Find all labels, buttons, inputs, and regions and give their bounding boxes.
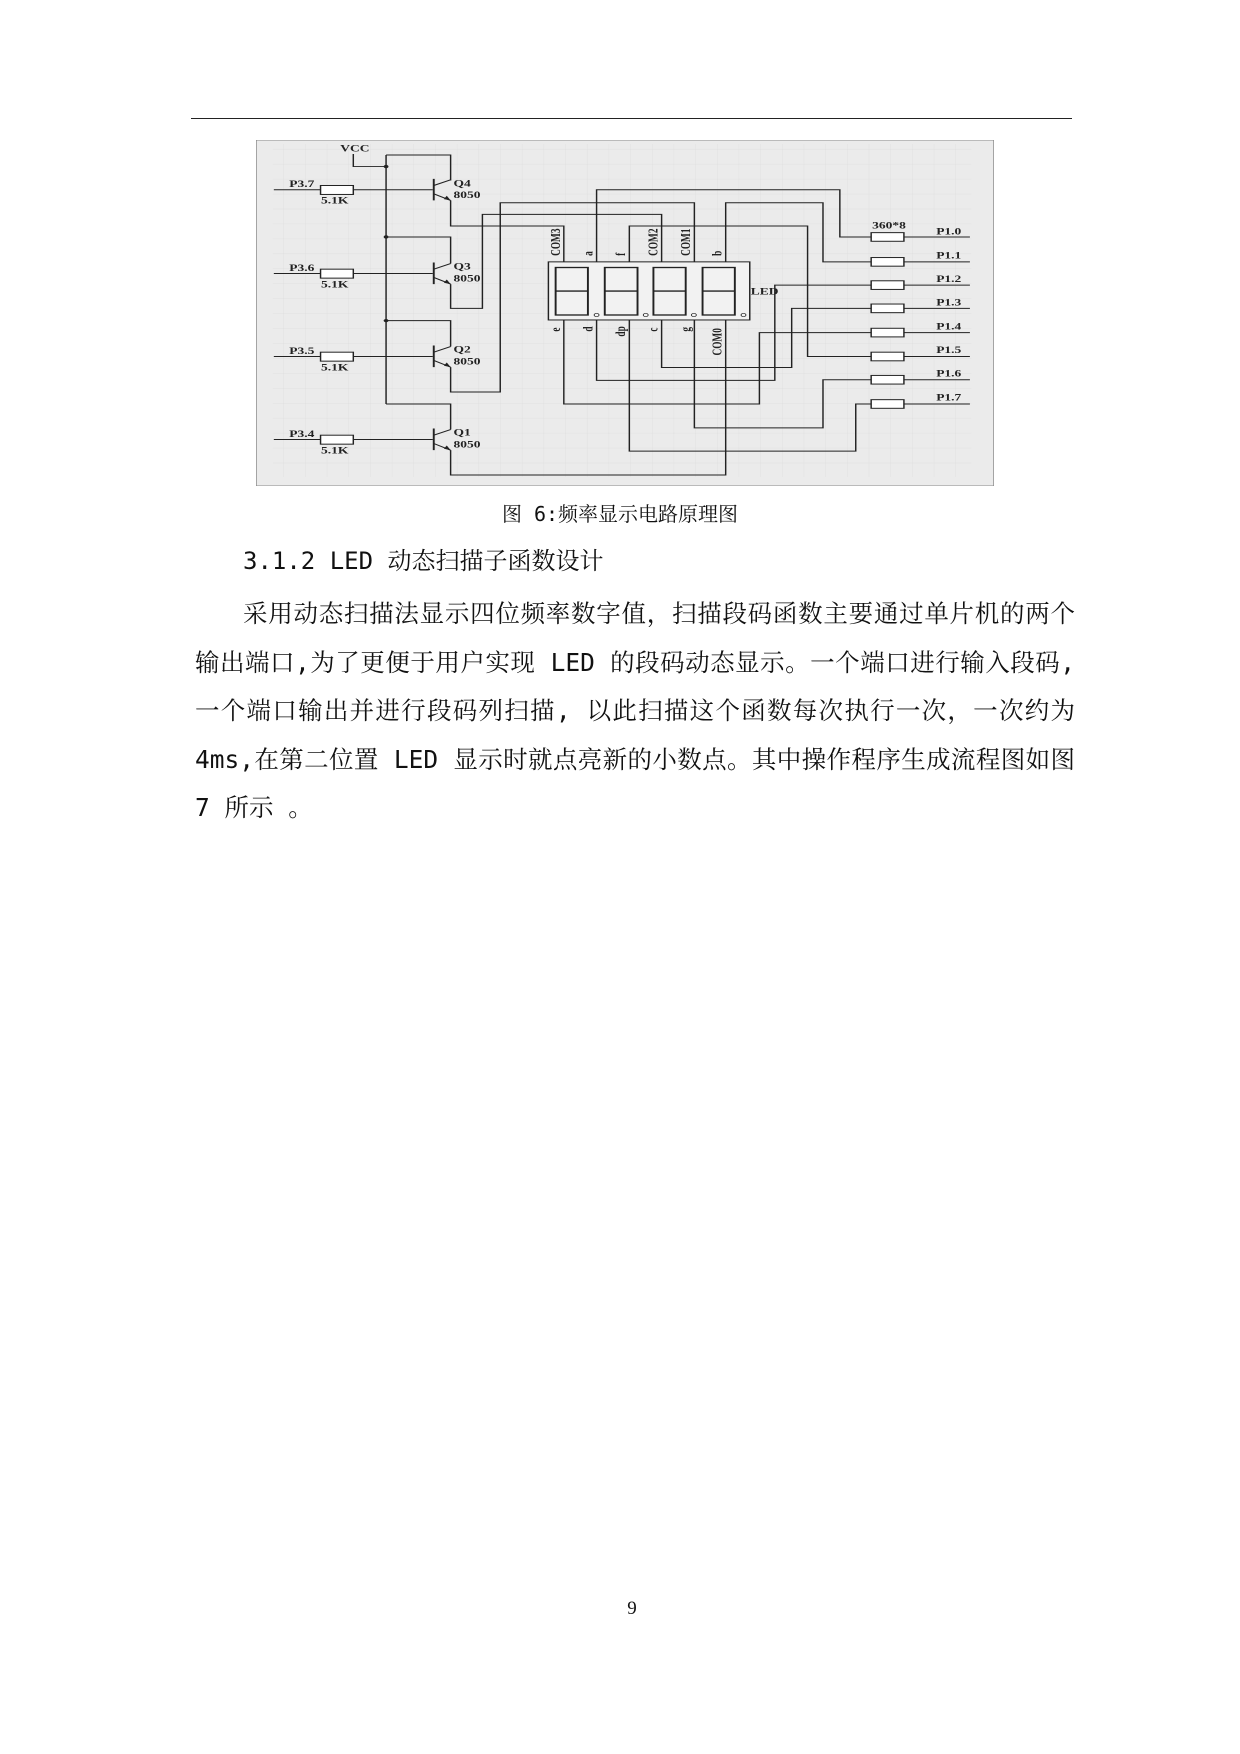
output-label: P1.5: [936, 345, 962, 356]
output-label: P1.3: [936, 297, 962, 308]
output-label: P1.4: [936, 321, 962, 333]
resistor-label: 5.1K: [321, 195, 349, 207]
transistor-label: Q3: [453, 261, 471, 272]
input-label: P3.4: [289, 428, 315, 440]
page-number: 9: [627, 1598, 637, 1619]
pin-label: b: [709, 250, 725, 256]
resistor-label: 5.1K: [321, 445, 349, 456]
transistor-model: 8050: [453, 189, 481, 201]
transistor-label: Q4: [453, 178, 471, 189]
body-paragraph: 采用动态扫描法显示四位频率数字值，扫描段码函数主要通过单片机的两个输出端口,为了更便于用户实现 LED 的段码动态显示。一个端口进行输入段码,一个端口输出并进行段码列扫描, 以此扫描这个函数每次执行一次，一次约为4ms,在第二位置 LED 显示时就点亮新的小数点。其中操作程序生成流程图如图 7 所示 。: [195, 599, 1075, 822]
display-label: LED: [750, 286, 779, 297]
led-display: [548, 262, 749, 320]
output-label: P1.0: [936, 226, 962, 237]
vcc-label: VCC: [340, 143, 370, 155]
output-label: P1.1: [936, 250, 962, 261]
input-label: P3.5: [289, 345, 315, 357]
transistor-model: 8050: [453, 356, 481, 367]
section-heading: 3.1.2 LED 动态扫描子函数设计: [243, 547, 604, 575]
circuit-schematic-figure: [256, 140, 994, 486]
pin-label: dp: [613, 326, 629, 337]
transistor-model: 8050: [453, 273, 481, 284]
input-label: P3.7: [289, 179, 315, 190]
pin-label: COM3: [548, 228, 564, 256]
transistor-label: Q2: [453, 344, 471, 355]
transistor-label: Q1: [453, 427, 471, 438]
pin-label: g: [678, 326, 694, 332]
transistor-model: 8050: [453, 439, 481, 450]
resistor-label: 5.1K: [321, 279, 349, 290]
output-label: P1.6: [936, 368, 962, 380]
pin-label: c: [645, 327, 661, 332]
header-rule: [191, 118, 1072, 119]
input-label: P3.6: [289, 262, 315, 274]
figure-caption: 图 6:频率显示电路原理图: [501, 502, 739, 526]
pin-label: a: [581, 251, 597, 256]
output-label: P1.7: [936, 392, 962, 404]
pin-label: COM1: [678, 228, 694, 256]
pin-label: COM0: [709, 328, 725, 356]
output-label: P1.2: [936, 274, 962, 285]
circuit-schematic: [256, 140, 994, 486]
pin-label: e: [548, 327, 564, 332]
resistor-label: 5.1K: [321, 362, 349, 373]
segment-resistor-label: 360*8: [872, 220, 906, 232]
pin-label: COM2: [645, 228, 661, 256]
pin-label: d: [581, 326, 597, 332]
pin-label: f: [613, 252, 629, 256]
